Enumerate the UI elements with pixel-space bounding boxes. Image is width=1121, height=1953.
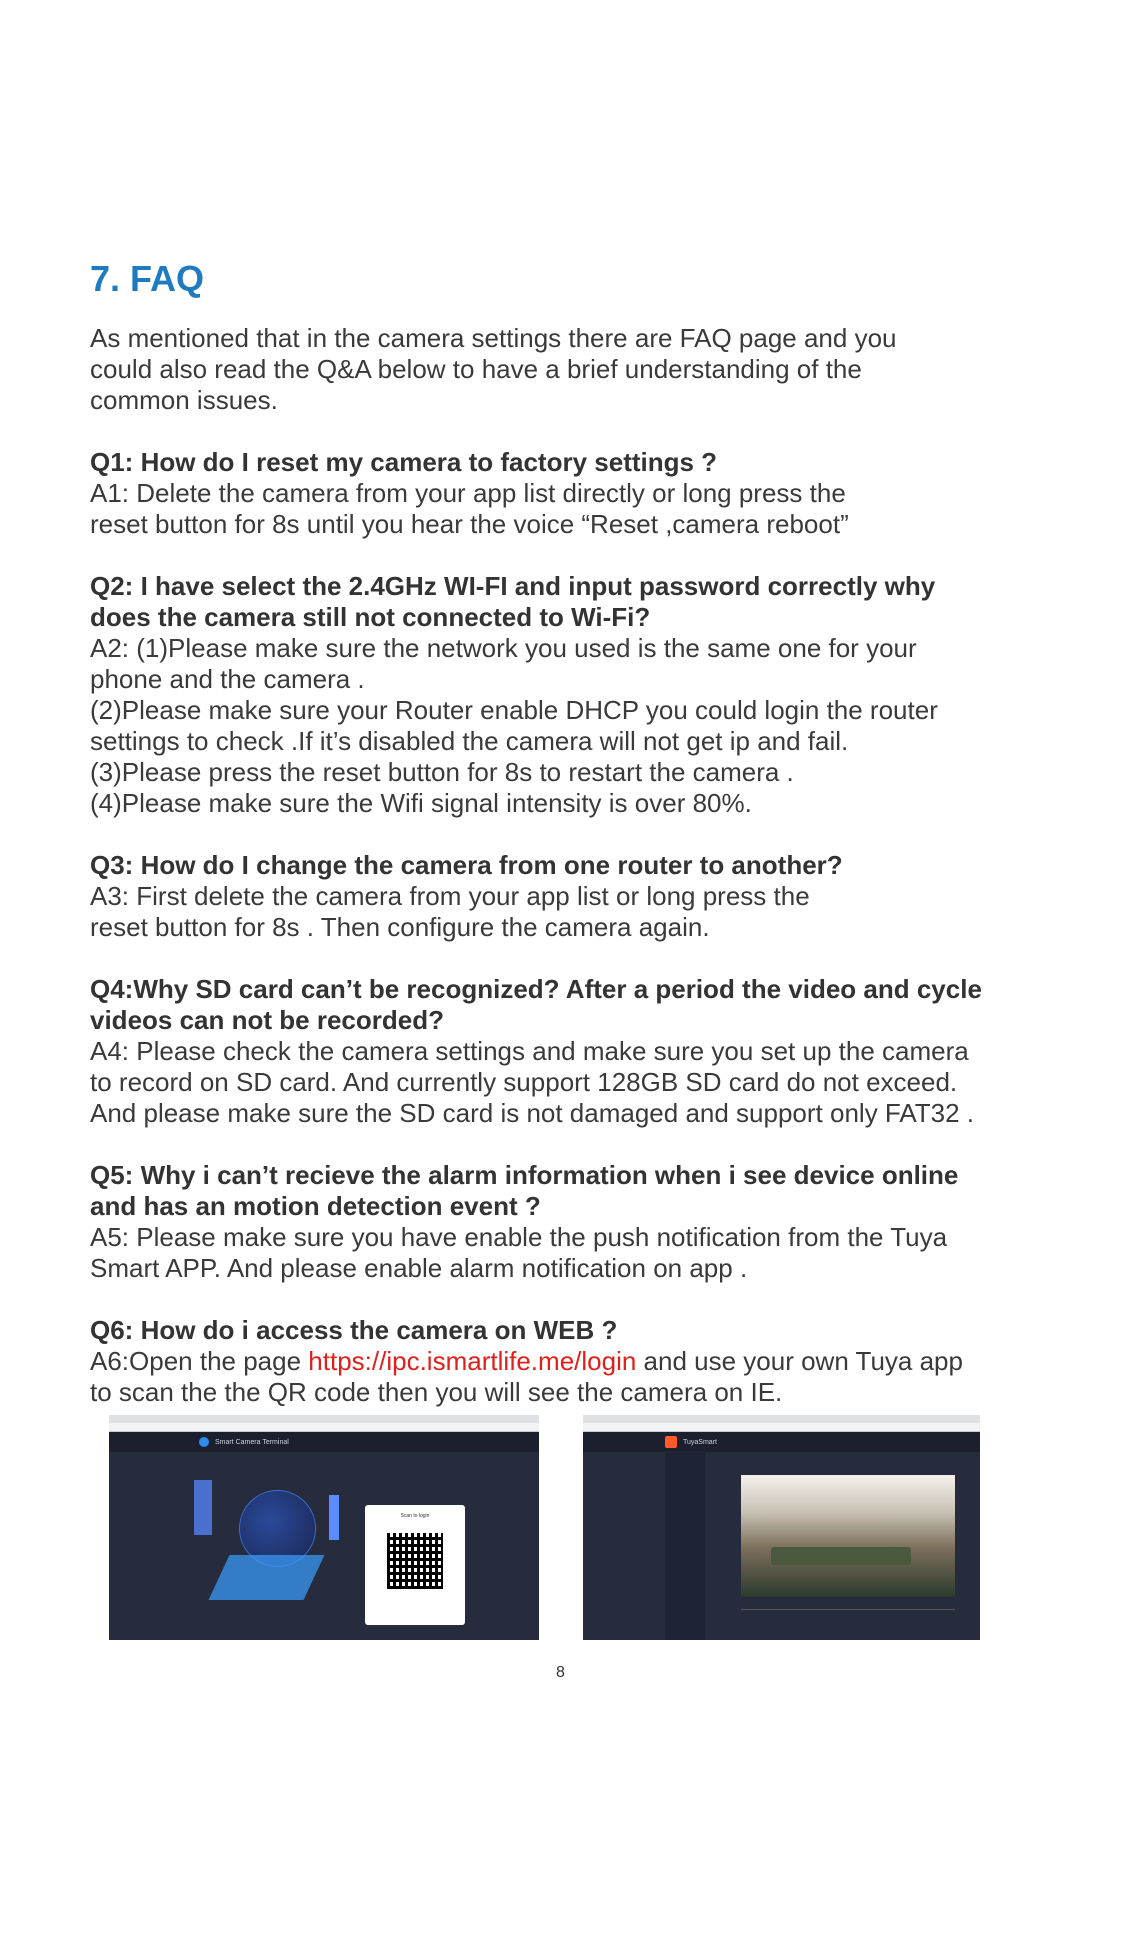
question (90, 571, 1050, 633)
question-line: Q2: I have select the 2.4GHz WI-FI and input password correctly why (90, 571, 936, 601)
bookmarks-bar (583, 1423, 980, 1432)
camera-video-feed (741, 1475, 955, 1597)
page-number: 8 (556, 1664, 565, 1681)
question: Q6: How do i access the camera on WEB ? (90, 1315, 618, 1345)
answer-line: phone and the camera . (90, 664, 365, 694)
question-line: Q4:Why SD card can’t be recognized? After a period the video and cycle (90, 974, 982, 1004)
answer-line: reset button for 8s until you hear the voice “Reset ,camera reboot” (90, 509, 849, 539)
answer-line: (4)Please make sure the Wifi signal intensity is over 80%. (90, 788, 752, 818)
qa-item-6 (90, 1315, 1050, 1408)
answer-line: And please make sure the SD card is not damaged and support only FAT32 . (90, 1098, 975, 1128)
web-login-screenshot (109, 1415, 539, 1640)
intro-paragraph (90, 323, 1050, 416)
qa-item-3 (90, 850, 1050, 943)
conference-table-graphic (771, 1547, 911, 1565)
illustration (199, 1490, 319, 1620)
answer (90, 1346, 1050, 1408)
answer-line: reset button for 8s . Then configure the camera again. (90, 912, 710, 942)
bookmarks-bar (109, 1423, 539, 1432)
answer-line: A5: Please make sure you have enable the push notification from the Tuya (90, 1222, 948, 1252)
answer-suffix: and use your own Tuya app (636, 1346, 963, 1376)
faq-section (90, 255, 1050, 1439)
app-title: Smart Camera Terminal (215, 1438, 289, 1446)
screenshots-row (0, 1415, 1121, 1640)
qr-login-card (365, 1505, 465, 1625)
question-line: Q5: Why i can’t recieve the alarm information when i see device online (90, 1160, 959, 1190)
question (90, 1160, 1050, 1222)
qr-card-title: Scan to login (400, 1513, 430, 1519)
answer-line: Smart APP. And please enable alarm notification on app . (90, 1253, 748, 1283)
answer (90, 881, 1050, 943)
qa-item-2 (90, 571, 1050, 819)
question-line: does the camera still not connected to Wi-Fi? (90, 602, 651, 632)
answer-line: A3: First delete the camera from your app list or long press the (90, 881, 810, 911)
pillar-graphic (194, 1480, 212, 1535)
qr-code-icon (387, 1533, 443, 1589)
answer (90, 1222, 1050, 1284)
platform-graphic (209, 1555, 325, 1600)
answer-line (90, 1346, 1050, 1377)
app-header (583, 1432, 980, 1452)
answer-prefix: A6:Open the page (90, 1346, 309, 1376)
intro-line: could also read the Q&A below to have a brief understanding of the (90, 354, 862, 384)
question: Q3: How do I change the camera from one router to another? (90, 850, 843, 880)
answer-line: A1: Delete the camera from your app list directly or long press the (90, 478, 846, 508)
question-line: videos can not be recorded? (90, 1005, 444, 1035)
qa-item-1 (90, 447, 1050, 540)
answer-line: A2: (1)Please make sure the network you used is the same one for your (90, 633, 917, 663)
pillar-graphic (329, 1495, 339, 1540)
question: Q1: How do I reset my camera to factory settings ? (90, 447, 718, 477)
question (90, 974, 1050, 1036)
qa-item-5 (90, 1160, 1050, 1284)
answer (90, 1036, 1050, 1129)
device-sidebar (665, 1451, 705, 1640)
browser-toolbar (583, 1415, 980, 1423)
answer-line: A4: Please check the camera settings and make sure you set up the camera (90, 1036, 969, 1066)
question-line: and has an motion detection event ? (90, 1191, 541, 1221)
app-title: TuyaSmart (683, 1438, 717, 1446)
answer-line: (3)Please press the reset button for 8s to restart the camera . (90, 757, 794, 787)
web-camera-screenshot (583, 1415, 980, 1640)
video-controls (741, 1603, 955, 1610)
answer (90, 478, 1050, 540)
page-title: 7. FAQ (90, 258, 205, 299)
answer-line: (2)Please make sure your Router enable DHCP you could login the router (90, 695, 938, 725)
intro-line: common issues. (90, 385, 278, 415)
answer-line: settings to check .If it’s disabled the camera will not get ip and fail. (90, 726, 849, 756)
answer-line: to scan the the QR code then you will see the camera on IE. (90, 1377, 783, 1407)
qa-item-4 (90, 974, 1050, 1129)
tuya-logo-icon (665, 1436, 677, 1448)
answer (90, 633, 1050, 819)
login-link[interactable]: https://ipc.ismartlife.me/login (308, 1346, 637, 1376)
answer-line: to record on SD card. And currently support 128GB SD card do not exceed. (90, 1067, 958, 1097)
browser-toolbar (109, 1415, 539, 1423)
camera-logo-icon (199, 1437, 209, 1447)
intro-line: As mentioned that in the camera settings there are FAQ page and you (90, 323, 897, 353)
app-header (109, 1432, 539, 1452)
